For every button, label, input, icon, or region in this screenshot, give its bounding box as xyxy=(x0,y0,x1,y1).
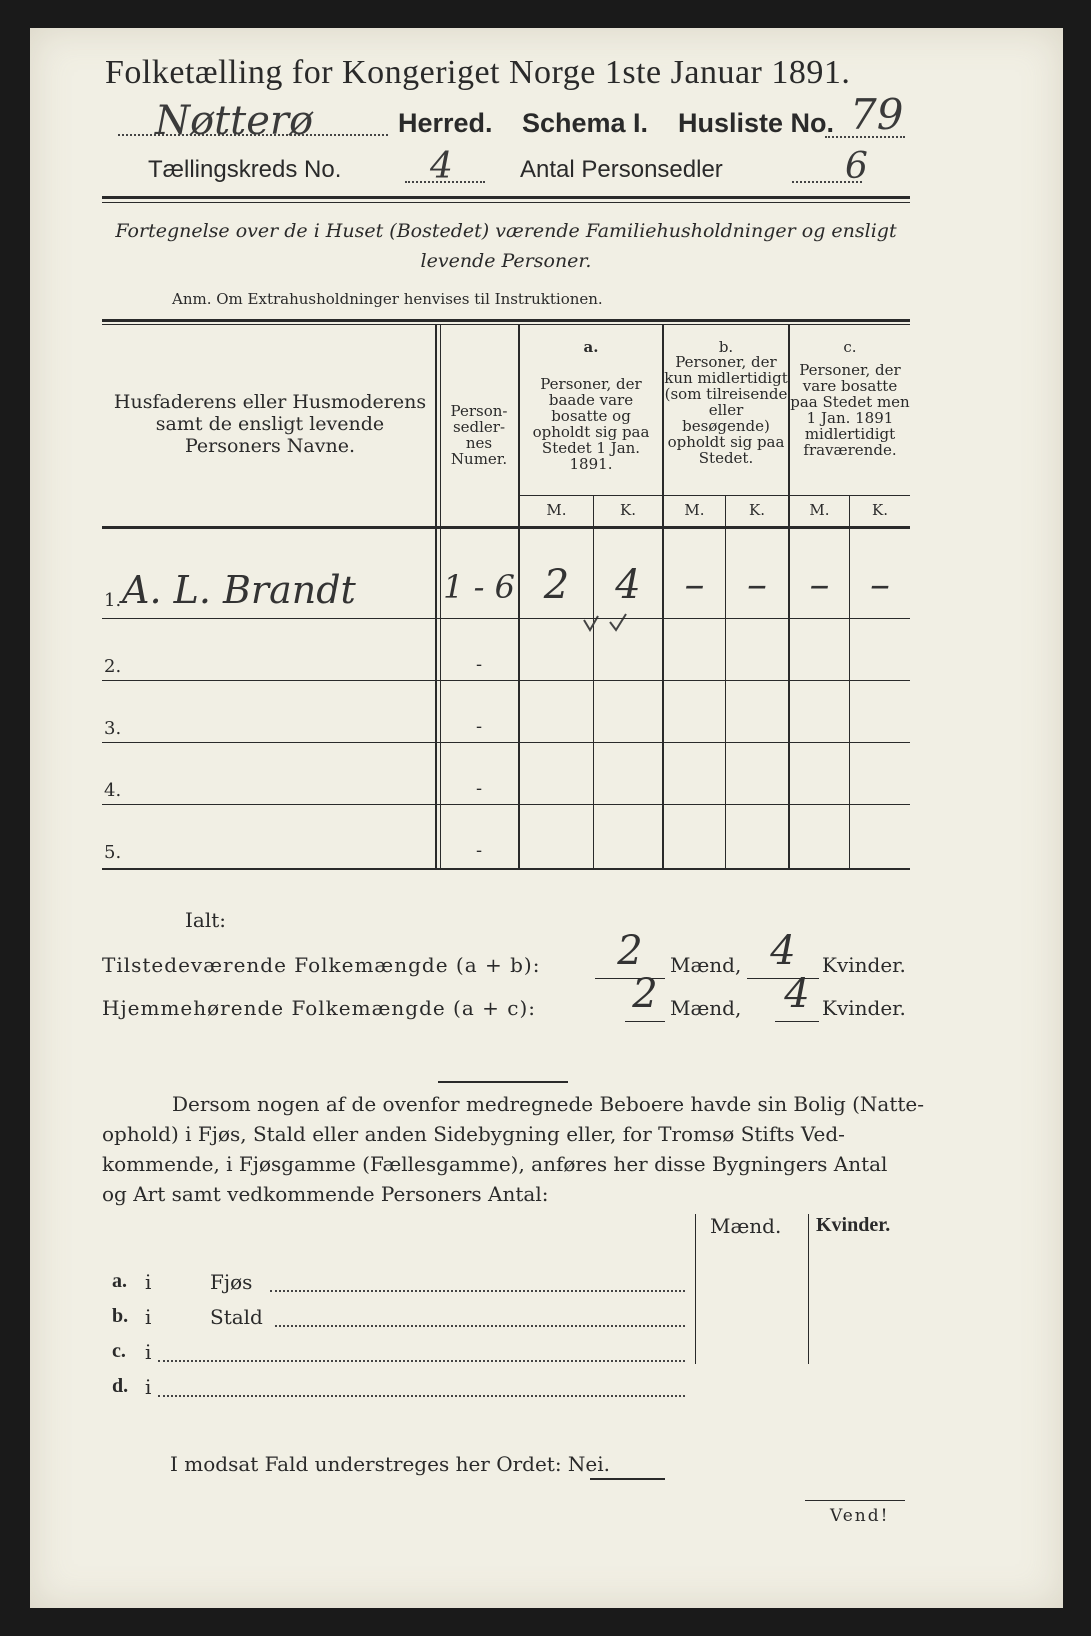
item-d-i: i xyxy=(145,1375,152,1399)
item-c-dotline xyxy=(158,1360,685,1362)
husliste-value: 79 xyxy=(850,90,904,139)
row-2-num: - xyxy=(475,654,483,675)
tilstede-maend: Mænd, xyxy=(670,953,742,977)
row-3-number: 3. xyxy=(104,718,122,739)
item-c-letter: c. xyxy=(112,1340,126,1362)
antal-label: Antal Personsedler xyxy=(520,156,723,183)
note-maend-head: Mænd. xyxy=(710,1214,782,1238)
kreds-value: 4 xyxy=(430,146,453,187)
intro-text-1: Fortegnelse over de i Huset (Bostedet) værende Familiehusholdninger og ensligt xyxy=(115,220,897,242)
husliste-label: Husliste No. xyxy=(678,108,835,138)
row-1-rule xyxy=(102,618,910,619)
hjemme-m-value: 2 xyxy=(632,971,658,1017)
item-b-letter: b. xyxy=(112,1305,129,1327)
note-line-2: ophold) i Fjøs, Stald eller anden Sidebygning eller, for Tromsø Stifts Ved- xyxy=(102,1122,845,1146)
col-num-header: Person-sedler-nes Numer. xyxy=(450,402,508,468)
hjemme-label: Hjemmehørende Folkemængde (a + c): xyxy=(102,996,536,1020)
note-col-sep-2 xyxy=(808,1214,809,1364)
row-2-rule xyxy=(102,680,910,681)
item-c-i: i xyxy=(145,1340,152,1364)
row-5-num: - xyxy=(475,840,483,861)
note-kvinder-head: Kvinder. xyxy=(816,1214,891,1236)
item-a-label: Fjøs xyxy=(210,1270,253,1294)
col-b-header: Personer, der kun midlertidigt (som tilreisende eller besøgende) opholdt sig paa Stedet. xyxy=(664,353,788,467)
item-b-dotline xyxy=(275,1325,685,1327)
census-form-page xyxy=(30,28,1063,1608)
header-rule xyxy=(102,196,910,199)
col-sep-c xyxy=(849,496,850,868)
row-1-name: A. L. Brandt xyxy=(122,568,356,612)
antal-value: 6 xyxy=(845,146,868,187)
col-c-k: K. xyxy=(872,501,888,519)
col-sep-a xyxy=(593,496,594,868)
tilstede-m-value: 2 xyxy=(617,928,643,974)
row-1-a-m: 2 xyxy=(543,562,570,608)
kreds-label: Tællingskreds No. xyxy=(148,156,342,183)
herred-label: Herred. xyxy=(398,108,493,138)
note-col-sep-1 xyxy=(695,1214,696,1364)
anm-note: Anm. Om Extrahusholdninger henvises til Instruktionen. xyxy=(172,290,603,308)
intro-text-2: levende Personer. xyxy=(420,250,592,272)
hjemme-k-value: 4 xyxy=(784,971,810,1017)
item-a-letter: a. xyxy=(112,1270,127,1292)
hjemme-maend: Mænd, xyxy=(670,996,742,1020)
col-a-k: K. xyxy=(620,501,636,519)
col-b-k: K. xyxy=(749,501,765,519)
vend-rule xyxy=(805,1500,905,1501)
row-4-rule xyxy=(102,804,910,805)
tilstede-label: Tilstedeværende Folkemængde (a + b): xyxy=(102,953,541,977)
tilstede-kvinder: Kvinder. xyxy=(822,953,906,977)
table-top-rule xyxy=(102,319,910,322)
row-1-a-k: 4 xyxy=(615,562,641,608)
col-a-m: M. xyxy=(546,501,567,519)
hjemme-m-rule xyxy=(625,1021,665,1022)
form-title: Folketælling for Kongeriget Norge 1ste Januar 1891. xyxy=(105,54,851,91)
tick-marks xyxy=(580,610,640,640)
row-4-num: - xyxy=(475,778,483,799)
col-c-header: Personer, der vare bosatte paa Stedet men 1 Jan. 1891 midlertidigt fraværende. xyxy=(790,361,910,459)
row-4-number: 4. xyxy=(104,780,122,801)
row-1-b-k: – xyxy=(747,562,767,608)
row-5-number: 5. xyxy=(104,842,122,863)
item-a-i: i xyxy=(145,1270,152,1294)
modsat-text: I modsat Fald understreges her Ordet: Nei. xyxy=(170,1452,611,1476)
note-line-1: Dersom nogen af de ovenfor medregnede Beboere havde sin Bolig (Natte- xyxy=(172,1092,925,1116)
col-sep-1b xyxy=(440,324,441,868)
schema-label: Schema I. xyxy=(522,108,649,138)
table-bottom-rule xyxy=(102,868,910,870)
herred-value: Nøtterø xyxy=(155,98,314,144)
row-1-num: 1 - 6 xyxy=(443,568,515,606)
mk-rule xyxy=(518,495,910,496)
col-a-header: Personer, der baade vare bosatte og opholdt sig paa Stedet 1 Jan. 1891. xyxy=(532,375,650,473)
col-names-header: Husfaderens eller Husmoderens samt de ensligt levende Personers Navne. xyxy=(113,391,427,457)
item-b-label: Stald xyxy=(210,1305,263,1329)
row-3-num: - xyxy=(475,716,483,737)
row-1-c-k: – xyxy=(870,562,890,608)
col-a-letter: a. xyxy=(583,338,599,356)
item-a-dotline xyxy=(270,1290,685,1292)
row-2-number: 2. xyxy=(104,656,122,677)
item-d-dotline xyxy=(158,1395,685,1397)
separator-rule xyxy=(438,1081,568,1083)
nei-underline xyxy=(590,1478,665,1480)
row-3-rule xyxy=(102,742,910,743)
col-sep-b xyxy=(725,496,726,868)
tilstede-k-value: 4 xyxy=(770,928,796,974)
row-1-number: 1. xyxy=(104,590,122,611)
col-c-m: M. xyxy=(809,501,830,519)
hjemme-k-rule xyxy=(775,1021,819,1022)
item-d-letter: d. xyxy=(112,1375,129,1397)
col-c-letter: c. xyxy=(843,338,857,356)
hjemme-kvinder: Kvinder. xyxy=(822,996,906,1020)
note-line-3: kommende, i Fjøsgamme (Fællesgamme), anføres her disse Bygningers Antal xyxy=(102,1152,888,1176)
vend-text: Vend! xyxy=(830,1506,890,1526)
header-rule-thin xyxy=(102,202,910,203)
item-b-i: i xyxy=(145,1305,152,1329)
ialt-label: Ialt: xyxy=(185,908,226,932)
col-sep-1 xyxy=(435,324,437,868)
col-b-m: M. xyxy=(684,501,705,519)
row-1-c-m: – xyxy=(809,562,830,608)
row-1-b-m: – xyxy=(684,562,705,608)
note-line-4: og Art samt vedkommende Personers Antal: xyxy=(102,1182,549,1206)
col-b-letter: b. xyxy=(718,338,734,356)
